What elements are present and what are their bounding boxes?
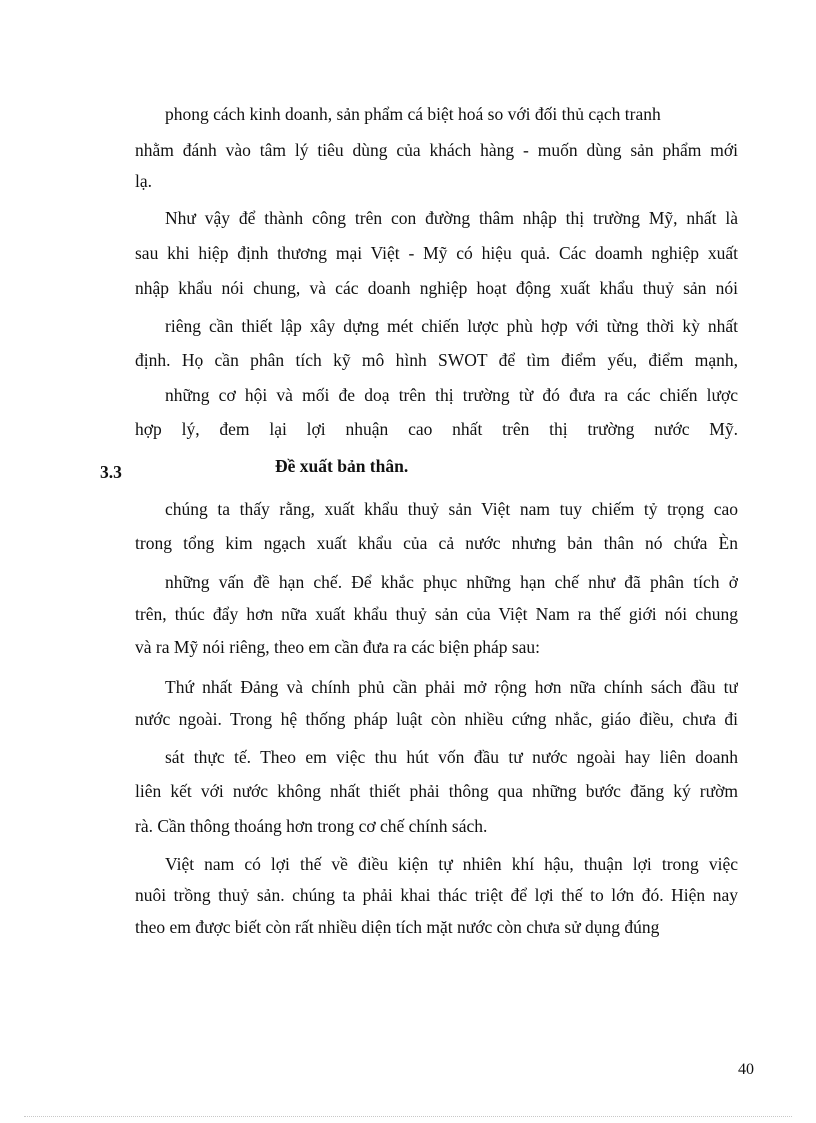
text-line: rà. Cần thông thoáng hơn trong cơ chế chính sách. xyxy=(135,816,488,836)
text-line: nuôi trồng thuỷ sản. chúng ta phải khai thác triệt để lợi thế to lớn đó. Hiện nay xyxy=(135,885,738,905)
text-line: nhập khẩu nói chung, và các doanh nghiệp hoạt động xuất khẩu thuỷ sản nói xyxy=(135,278,738,298)
text-line: theo em được biết còn rất nhiều diện tích mặt nước còn chưa sử dụng đúng xyxy=(135,917,660,937)
page-number: 40 xyxy=(738,1061,754,1078)
text-line: phong cách kinh doanh, sản phẩm cá biệt hoá so với đối thủ cạch tranh xyxy=(165,104,661,124)
text-line: sau khi hiệp định thương mại Việt - Mỹ có hiệu quả. Các doamh nghiệp xuất xyxy=(135,243,738,263)
text-line: nước ngoài. Trong hệ thống pháp luật còn nhiều cứng nhắc, giáo điều, chưa đi xyxy=(135,709,738,729)
text-line: những vấn đề hạn chế. Để khắc phục những hạn chế như đã phân tích ở xyxy=(165,572,738,592)
text-line: chúng ta thấy rằng, xuất khẩu thuỷ sản Việt nam tuy chiếm tỷ trọng cao xyxy=(165,499,738,519)
text-line: trên, thúc đẩy hơn nữa xuất khẩu thuỷ sản của Việt Nam ra thế giới nói chung xyxy=(135,604,738,624)
text-line: Việt nam có lợi thế về điều kiện tự nhiên khí hậu, thuận lợi trong việc xyxy=(165,854,738,874)
text-line: những cơ hội và mối đe doạ trên thị trường từ đó đưa ra các chiến lược xyxy=(165,385,738,405)
text-line: nhằm đánh vào tâm lý tiêu dùng của khách hàng - muốn dùng sản phẩm mới xyxy=(135,140,738,160)
text-line: định. Họ cần phân tích kỹ mô hình SWOT để tìm điểm yếu, điểm mạnh, xyxy=(135,350,738,370)
text-line: trong tổng kim ngạch xuất khẩu của cả nước nhưng bản thân nó chứa Èn xyxy=(135,533,738,553)
section-title: Đề xuất bản thân. xyxy=(275,456,409,476)
text-line: lạ. xyxy=(135,171,153,191)
text-line: Thứ nhất Đảng và chính phủ cần phải mở rộng hơn nữa chính sách đầu tư xyxy=(165,677,738,697)
text-line: Như vậy để thành công trên con đường thâm nhập thị trường Mỹ, nhất là xyxy=(165,208,738,228)
section-number: 3.3 xyxy=(100,462,122,482)
text-line: riêng cần thiết lập xây dựng mét chiến lược phù hợp với từng thời kỳ nhất xyxy=(165,316,738,336)
text-line: sát thực tế. Theo em việc thu hút vốn đầu tư nước ngoài hay liên doanh xyxy=(165,747,738,767)
text-line: hợp lý, đem lại lợi nhuận cao nhất trên thị trường nước Mỹ. xyxy=(135,419,738,439)
footer-divider xyxy=(24,1116,792,1117)
text-line: và ra Mỹ nói riêng, theo em cần đưa ra các biện pháp sau: xyxy=(135,637,541,657)
text-line: liên kết với nước không nhất thiết phải thông qua những bước đăng ký rườm xyxy=(135,781,738,801)
